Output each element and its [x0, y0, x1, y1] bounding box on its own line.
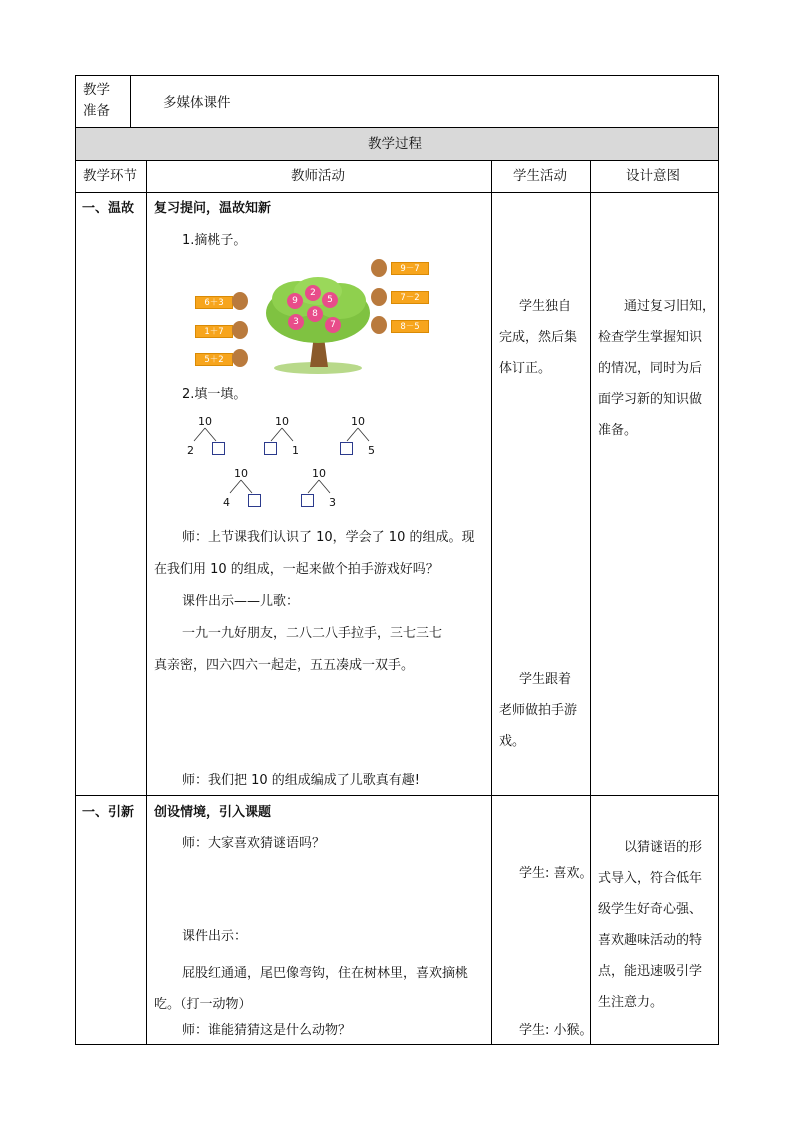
equation-card: 8－5 [391, 320, 429, 333]
col-header-stage: 教学环节 [83, 168, 137, 184]
table-border [75, 127, 719, 128]
col-header-intent: 设计意图 [626, 168, 680, 184]
table-border [491, 160, 492, 1045]
tree-top-number: 10 [198, 415, 212, 428]
monkey-icon [371, 259, 387, 277]
answer-box[interactable] [264, 442, 277, 455]
table-border [146, 160, 147, 1045]
table-border [75, 75, 76, 1045]
tree-top-number: 10 [351, 415, 365, 428]
tree-top-number: 10 [312, 467, 326, 480]
prep-value: 多媒体课件 [163, 95, 231, 111]
teacher-text: 师：我们把 10 的组成编成了儿歌真有趣! [182, 773, 421, 788]
tree-right-number: 3 [329, 496, 336, 509]
tree-right-number: 1 [292, 444, 299, 457]
monkey-icon [371, 288, 387, 306]
monkey-icon [232, 292, 248, 310]
equation-card: 1＋7 [195, 325, 233, 338]
answer-box[interactable] [212, 442, 225, 455]
teacher-text: 屁股红通通，尾巴像弯钩，住在树林里，喜欢摘桃 吃。（打一动物） [154, 966, 469, 1012]
tree-left-number: 2 [187, 444, 194, 457]
teacher-text: 师：谁能猜猜这是什么动物？ [182, 1023, 352, 1038]
process-title: 教学过程 [368, 136, 422, 152]
tree-right-number: 5 [368, 444, 375, 457]
student-activity: 学生: 小猴。 [519, 1023, 593, 1038]
table-border [130, 75, 131, 127]
tree-top-number: 10 [275, 415, 289, 428]
table-border [75, 795, 719, 796]
equation-card: 9－7 [391, 262, 429, 275]
student-activity: 学生跟着 老师做拍手游 戏。 [499, 672, 578, 749]
stage-label: 一、引新 [82, 805, 135, 820]
student-activity: 学生独自 完成，然后集 体订正。 [499, 299, 578, 376]
section-heading: 创设情境，引入课题 [154, 805, 272, 820]
item-label: 1.摘桃子。 [182, 233, 247, 248]
table-border [590, 160, 591, 1045]
equation-card: 6＋3 [195, 296, 233, 309]
student-activity: 学生: 喜欢。 [519, 866, 593, 881]
monkey-icon [232, 349, 248, 367]
prep-label: 教学 准备 [83, 82, 110, 119]
stage-label: 一、温故 [82, 201, 135, 216]
design-intent: 通过复习旧知， 检查学生掌握知识 的情况，同时为后 面学习新的知识做 准备。 [598, 299, 716, 438]
decomposition-lines [180, 415, 400, 505]
equation-card: 7－2 [391, 291, 429, 304]
col-header-student: 学生活动 [513, 168, 567, 184]
teacher-text: 师：大家喜欢猜谜语吗？ [182, 836, 326, 851]
peach-icon: 8 [307, 306, 323, 322]
table-border [718, 75, 719, 1045]
table-border [75, 75, 719, 76]
tree-top-number: 10 [234, 467, 248, 480]
table-border [75, 1044, 719, 1045]
table-border [75, 192, 719, 193]
peach-icon: 7 [325, 317, 341, 333]
item-label: 2.填一填。 [182, 387, 247, 402]
answer-box[interactable] [301, 494, 314, 507]
peach-icon: 9 [287, 293, 303, 309]
answer-box[interactable] [340, 442, 353, 455]
answer-box[interactable] [248, 494, 261, 507]
equation-card: 5＋2 [195, 353, 233, 366]
monkey-icon [371, 316, 387, 334]
col-header-teacher: 教师活动 [291, 168, 345, 184]
design-intent: 以猜谜语的形 式导入，符合低年 级学生好奇心强、 喜欢趣味活动的特 点，能迅速吸引学 生注意力。 [598, 840, 703, 1010]
peach-icon: 5 [322, 292, 338, 308]
table-border [75, 160, 719, 161]
teacher-text: 课件出示： [182, 929, 248, 944]
tree-left-number: 4 [223, 496, 230, 509]
monkey-icon [232, 321, 248, 339]
peach-icon: 2 [305, 285, 321, 301]
section-heading: 复习提问，温故知新 [154, 201, 272, 216]
teacher-text: 师：上节课我们认识了 10，学会了 10 的组成。现 在我们用 10 的组成，一起来做个拍手游戏好吗？ 课件出示——儿歌： 一九一九好朋友，二八二八手拉手，三七三七 真亲密，四六四六一起走，五五凑成一双手。 [154, 530, 475, 673]
peach-icon: 3 [288, 314, 304, 330]
